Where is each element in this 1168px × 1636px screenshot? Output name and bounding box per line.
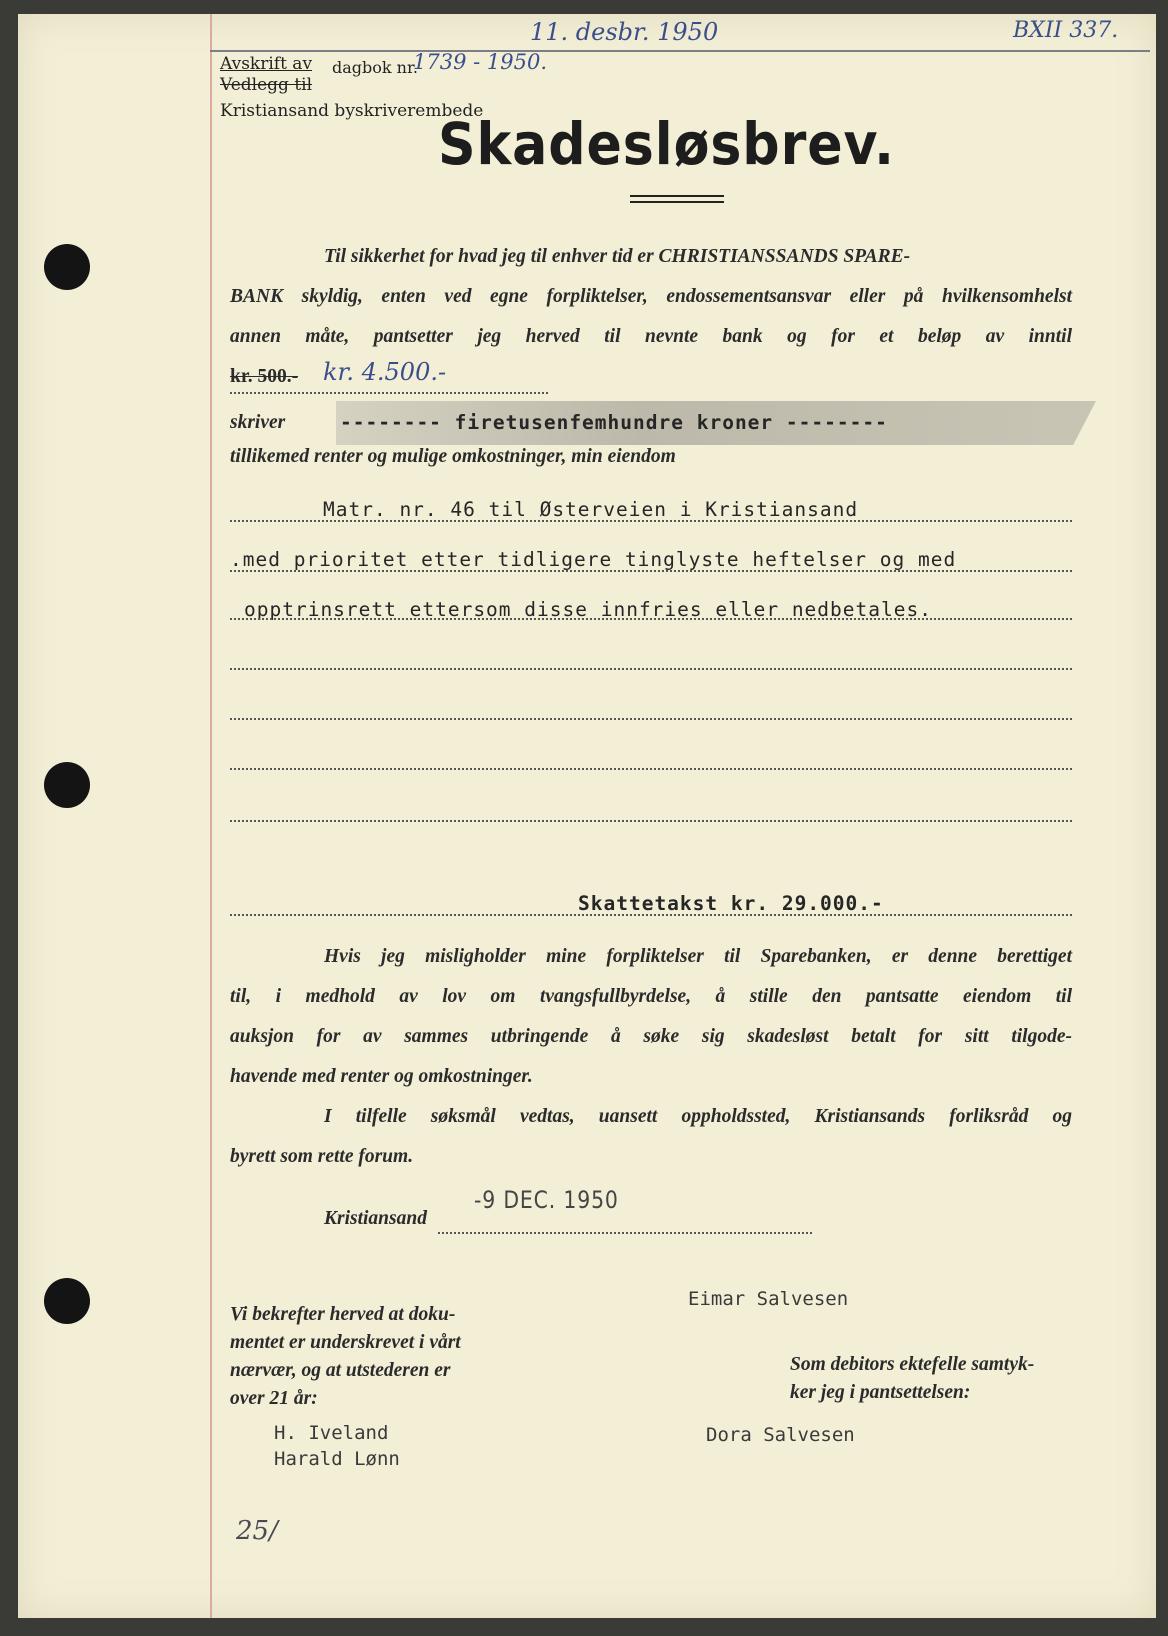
skriver-label: skriver [230,412,286,433]
date-stamp: -9 DEC. 1950 [474,1186,619,1214]
intro-line-2: BANK skyldig, enten ved egne forpliktelser, endossementsansvar eller på hvilkensomhelst [230,286,1072,307]
spouse-signature: Dora Salvesen [706,1424,855,1446]
spouse-line-2: ker jeg i pantsettelsen: [790,1382,971,1403]
witness-line-1: Vi bekrefter herved at doku- [230,1304,456,1325]
dotted-line [230,570,1072,572]
page-reference: BXII 337. [1013,18,1119,43]
debtor-signature: Eimar Salvesen [688,1288,849,1310]
punch-hole-icon [44,244,90,290]
amount-struck: kr. 500.- [230,366,299,387]
handwritten-mark: 25/ [236,1516,278,1546]
amount-dotted-line [230,392,548,394]
skattetakst-value: Skattetakst kr. 29.000.- [578,892,884,915]
witness-name-2: Harald Lønn [274,1448,400,1470]
witness-name-1: H. Iveland [274,1422,389,1444]
default-clause-line-1: Hvis jeg misligholder mine forpliktelser til Sparebanken, er denne berettiget [324,946,1072,967]
spouse-line-1: Som debitors ektefelle samtyk- [790,1354,1035,1375]
dotted-line [230,618,1072,620]
stamp-avskrift: Avskrift av [220,54,313,74]
title-underline [630,201,724,203]
punch-hole-icon [44,762,90,808]
place-label: Kristiansand [324,1208,427,1229]
punch-hole-icon [44,1278,90,1324]
top-rule [210,50,1150,52]
red-margin-line [210,14,212,1618]
venue-clause-line-1: I tilfelle søksmål vedtas, uansett oppholdssted, Kristiansands forliksråd og [324,1106,1072,1127]
witness-line-3: nærvær, og at utstederen er [230,1360,451,1381]
property-line-3: opptrinsrett ettersom disse innfries eller nedbetales. [244,598,932,621]
dotted-line [230,668,1072,670]
dagbok-label: dagbok nr. [332,58,418,77]
dagbok-number: 1739 - 1950. [413,50,548,74]
office-name: Kristiansand byskriverembede [220,101,484,121]
dotted-line [230,718,1072,720]
amount-handwritten: kr. 4.500.- [323,358,447,386]
tillikemed-line: tillikemed renter og mulige omkostninger, min eiendom [230,446,676,467]
document-title: Skadesløsbrev. [438,110,895,178]
document-page [18,14,1156,1618]
default-clause-line-2: til, i medhold av lov om tvangsfullbyrdelse, å stille den pantsatte eiendom til [230,986,1072,1007]
default-clause-line-3: auksjon for av sammes utbringende å søke sig skadesløst betalt for sitt tilgode- [230,1026,1072,1047]
date-dotted-line [438,1232,812,1234]
default-clause-line-4: havende med renter og omkostninger. [230,1066,533,1087]
witness-line-4: over 21 år: [230,1388,318,1409]
dotted-line [230,914,1072,916]
dotted-line [230,820,1072,822]
title-underline [630,195,724,197]
amount-in-words: -------- firetusenfemhundre kroner -------- [340,411,888,434]
dotted-line [230,768,1072,770]
handwritten-date: 11. desbr. 1950 [530,18,719,46]
intro-line-1: Til sikkerhet for hvad jeg til enhver tid er CHRISTIANSSANDS SPARE- [324,246,911,267]
venue-clause-line-2: byrett som rette forum. [230,1146,414,1167]
stamp-vedlegg-struck: Vedlegg til [220,75,313,95]
witness-line-2: mentet er underskrevet i vårt [230,1332,461,1353]
intro-line-3: annen måte, pantsetter jeg herved til nevnte bank og for et beløp av inntil [230,326,1072,347]
property-line-2: .med prioritet etter tidligere tinglyste heftelser og med [230,548,957,571]
dotted-line [230,520,1072,522]
property-line-1: Matr. nr. 46 til Østerveien i Kristiansand [323,498,859,521]
